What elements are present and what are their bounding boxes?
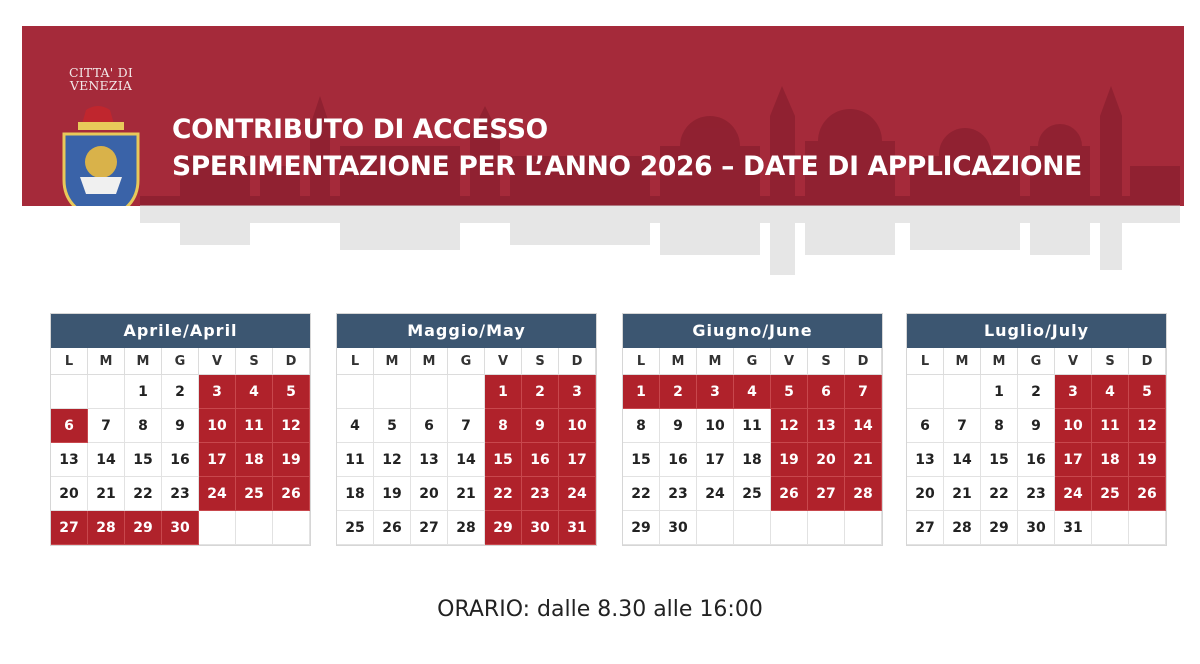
calendar-day: 18	[337, 477, 374, 511]
calendar-day-applicable: 18	[1092, 443, 1129, 477]
calendar-day-applicable: 8	[485, 409, 522, 443]
calendar-day: 4	[337, 409, 374, 443]
calendar-day-applicable: 27	[808, 477, 845, 511]
calendar-empty-cell	[337, 375, 374, 409]
calendar-empty-cell	[845, 511, 882, 545]
calendar-may	[336, 313, 597, 546]
calendar-day: 31	[1055, 511, 1092, 545]
calendar-day-applicable: 23	[522, 477, 559, 511]
calendar-day: 14	[944, 443, 981, 477]
calendar-day-applicable: 10	[559, 409, 596, 443]
calendar-empty-cell	[51, 375, 88, 409]
calendar-day: 9	[1018, 409, 1055, 443]
calendar-day: 6	[907, 409, 944, 443]
calendar-day-applicable: 19	[771, 443, 808, 477]
weekday-label: G	[1018, 348, 1055, 375]
banner-title-line2: SPERIMENTAZIONE PER L’ANNO 2026 – DATE DI APPLICAZIONE	[172, 151, 1082, 182]
calendar-day: 29	[623, 511, 660, 545]
calendar-day: 25	[734, 477, 771, 511]
calendar-day-applicable: 24	[199, 477, 236, 511]
calendar-day: 19	[374, 477, 411, 511]
calendar-day-applicable: 12	[771, 409, 808, 443]
calendar-day: 8	[981, 409, 1018, 443]
weekday-label: M	[125, 348, 162, 375]
calendar-day: 12	[374, 443, 411, 477]
weekday-label: L	[51, 348, 88, 375]
calendar-day: 1	[125, 375, 162, 409]
calendar-day-applicable: 17	[199, 443, 236, 477]
weekday-label: S	[808, 348, 845, 375]
calendar-day: 7	[944, 409, 981, 443]
calendar-day-applicable: 9	[522, 409, 559, 443]
calendar-day: 21	[448, 477, 485, 511]
calendar-day: 14	[88, 443, 125, 477]
calendar-day: 18	[734, 443, 771, 477]
calendar-day: 23	[660, 477, 697, 511]
calendar-day: 17	[697, 443, 734, 477]
calendar-day-applicable: 4	[734, 375, 771, 409]
calendar-day-applicable: 24	[1055, 477, 1092, 511]
calendar-day-applicable: 29	[485, 511, 522, 545]
calendar-day: 13	[411, 443, 448, 477]
calendar-day: 7	[88, 409, 125, 443]
calendar-day-applicable: 3	[559, 375, 596, 409]
calendar-day-applicable: 10	[199, 409, 236, 443]
calendar-empty-cell	[944, 375, 981, 409]
month-title: Giugno/June	[623, 314, 882, 348]
calendar-day: 15	[981, 443, 1018, 477]
calendar-empty-cell	[236, 511, 273, 545]
calendar-day-applicable: 28	[88, 511, 125, 545]
calendar-day-applicable: 2	[522, 375, 559, 409]
month-title: Maggio/May	[337, 314, 596, 348]
calendar-day: 2	[1018, 375, 1055, 409]
calendar-day-applicable: 30	[522, 511, 559, 545]
calendar-day-applicable: 14	[845, 409, 882, 443]
calendar-day-applicable: 1	[485, 375, 522, 409]
calendar-day-applicable: 19	[273, 443, 310, 477]
calendar-day-applicable: 22	[485, 477, 522, 511]
calendar-day: 9	[660, 409, 697, 443]
city-logo-text: CITTA' DI VENEZIA	[69, 65, 133, 93]
calendar-day-applicable: 24	[559, 477, 596, 511]
calendar-day: 13	[907, 443, 944, 477]
calendar-day: 14	[448, 443, 485, 477]
calendar-empty-cell	[411, 375, 448, 409]
calendar-empty-cell	[771, 511, 808, 545]
calendar-grid	[907, 348, 1166, 545]
calendar-day-applicable: 10	[1055, 409, 1092, 443]
calendar-day-applicable: 7	[845, 375, 882, 409]
calendar-day: 26	[374, 511, 411, 545]
calendar-day-applicable: 27	[51, 511, 88, 545]
calendar-day-applicable: 15	[485, 443, 522, 477]
calendar-day: 25	[337, 511, 374, 545]
calendar-empty-cell	[273, 511, 310, 545]
calendar-day-applicable: 28	[845, 477, 882, 511]
weekday-label: V	[199, 348, 236, 375]
weekday-label: M	[697, 348, 734, 375]
calendar-day-applicable: 5	[1129, 375, 1166, 409]
calendar-day-applicable: 3	[697, 375, 734, 409]
calendar-day-applicable: 12	[1129, 409, 1166, 443]
calendar-day: 16	[660, 443, 697, 477]
calendar-day-applicable: 18	[236, 443, 273, 477]
weekday-label: V	[485, 348, 522, 375]
calendar-day: 22	[981, 477, 1018, 511]
weekday-label: M	[411, 348, 448, 375]
calendar-day: 28	[944, 511, 981, 545]
calendar-day-applicable: 12	[273, 409, 310, 443]
calendar-april	[50, 313, 311, 546]
calendar-day: 23	[1018, 477, 1055, 511]
calendar-day-applicable: 4	[1092, 375, 1129, 409]
calendar-day: 8	[623, 409, 660, 443]
calendar-day: 11	[734, 409, 771, 443]
calendar-day-applicable: 16	[522, 443, 559, 477]
calendar-july	[906, 313, 1167, 546]
banner-title-line1: CONTRIBUTO DI ACCESSO	[172, 114, 548, 145]
calendar-day-applicable: 19	[1129, 443, 1166, 477]
weekday-label: S	[522, 348, 559, 375]
calendar-day-applicable: 26	[771, 477, 808, 511]
calendar-day: 23	[162, 477, 199, 511]
calendar-day-applicable: 25	[236, 477, 273, 511]
weekday-label: G	[162, 348, 199, 375]
venice-skyline-illustration	[140, 86, 1180, 206]
calendar-day-applicable: 20	[808, 443, 845, 477]
calendar-day: 20	[411, 477, 448, 511]
calendar-grid	[337, 348, 596, 545]
weekday-label: V	[1055, 348, 1092, 375]
calendar-day: 16	[162, 443, 199, 477]
weekday-label: M	[660, 348, 697, 375]
calendar-day: 15	[623, 443, 660, 477]
calendar-day: 16	[1018, 443, 1055, 477]
weekday-label: L	[907, 348, 944, 375]
calendar-day-applicable: 29	[125, 511, 162, 545]
weekday-label: D	[559, 348, 596, 375]
month-title: Aprile/April	[51, 314, 310, 348]
weekday-label: D	[845, 348, 882, 375]
calendar-empty-cell	[199, 511, 236, 545]
calendar-day-applicable: 5	[273, 375, 310, 409]
calendar-june	[622, 313, 883, 546]
calendar-day-applicable: 30	[162, 511, 199, 545]
calendar-day: 6	[411, 409, 448, 443]
calendar-empty-cell	[808, 511, 845, 545]
calendar-day-applicable: 17	[1055, 443, 1092, 477]
calendar-day-applicable: 17	[559, 443, 596, 477]
calendar-day: 27	[411, 511, 448, 545]
calendar-day-applicable: 4	[236, 375, 273, 409]
weekday-label: L	[623, 348, 660, 375]
month-title: Luglio/July	[907, 314, 1166, 348]
calendar-day-applicable: 13	[808, 409, 845, 443]
calendar-day: 28	[448, 511, 485, 545]
weekday-label: M	[88, 348, 125, 375]
calendar-day: 7	[448, 409, 485, 443]
header-banner	[22, 26, 1184, 206]
weekday-label: L	[337, 348, 374, 375]
calendar-day: 9	[162, 409, 199, 443]
calendar-day-applicable: 3	[1055, 375, 1092, 409]
calendar-day: 2	[162, 375, 199, 409]
calendar-day: 11	[337, 443, 374, 477]
weekday-label: G	[734, 348, 771, 375]
calendar-day: 10	[697, 409, 734, 443]
weekday-label: G	[448, 348, 485, 375]
calendar-day: 20	[51, 477, 88, 511]
city-crest-icon	[58, 102, 144, 206]
calendar-empty-cell	[88, 375, 125, 409]
weekday-label: M	[981, 348, 1018, 375]
calendar-day-applicable: 26	[273, 477, 310, 511]
calendar-day-applicable: 1	[623, 375, 660, 409]
calendar-day-applicable: 31	[559, 511, 596, 545]
calendar-day: 22	[623, 477, 660, 511]
calendar-day-applicable: 21	[845, 443, 882, 477]
calendar-day: 5	[374, 409, 411, 443]
calendar-day-applicable: 11	[236, 409, 273, 443]
calendar-grid	[623, 348, 882, 545]
calendar-day: 21	[88, 477, 125, 511]
calendar-day: 15	[125, 443, 162, 477]
weekday-label: D	[1129, 348, 1166, 375]
calendar-day-applicable: 2	[660, 375, 697, 409]
calendar-day: 1	[981, 375, 1018, 409]
calendar-day-applicable: 26	[1129, 477, 1166, 511]
calendar-day: 30	[660, 511, 697, 545]
weekday-label: V	[771, 348, 808, 375]
calendar-day: 29	[981, 511, 1018, 545]
weekday-label: S	[236, 348, 273, 375]
calendar-day: 30	[1018, 511, 1055, 545]
weekday-label: D	[273, 348, 310, 375]
calendar-day: 13	[51, 443, 88, 477]
skyline-reflection	[140, 205, 1180, 280]
calendar-day: 21	[944, 477, 981, 511]
calendar-day-applicable: 6	[51, 409, 88, 443]
calendar-day-applicable: 11	[1092, 409, 1129, 443]
opening-hours: ORARIO: dalle 8.30 alle 16:00	[437, 597, 763, 622]
calendar-empty-cell	[1129, 511, 1166, 545]
calendar-day: 24	[697, 477, 734, 511]
calendar-day: 27	[907, 511, 944, 545]
calendar-day: 8	[125, 409, 162, 443]
calendar-day: 22	[125, 477, 162, 511]
weekday-label: M	[944, 348, 981, 375]
calendar-day-applicable: 6	[808, 375, 845, 409]
calendar-empty-cell	[907, 375, 944, 409]
calendar-day: 20	[907, 477, 944, 511]
calendar-empty-cell	[697, 511, 734, 545]
weekday-label: S	[1092, 348, 1129, 375]
calendar-day-applicable: 25	[1092, 477, 1129, 511]
calendar-grid	[51, 348, 310, 545]
calendar-day-applicable: 5	[771, 375, 808, 409]
calendar-empty-cell	[448, 375, 485, 409]
weekday-label: M	[374, 348, 411, 375]
calendar-empty-cell	[734, 511, 771, 545]
calendar-day-applicable: 3	[199, 375, 236, 409]
calendar-empty-cell	[1092, 511, 1129, 545]
calendar-empty-cell	[374, 375, 411, 409]
